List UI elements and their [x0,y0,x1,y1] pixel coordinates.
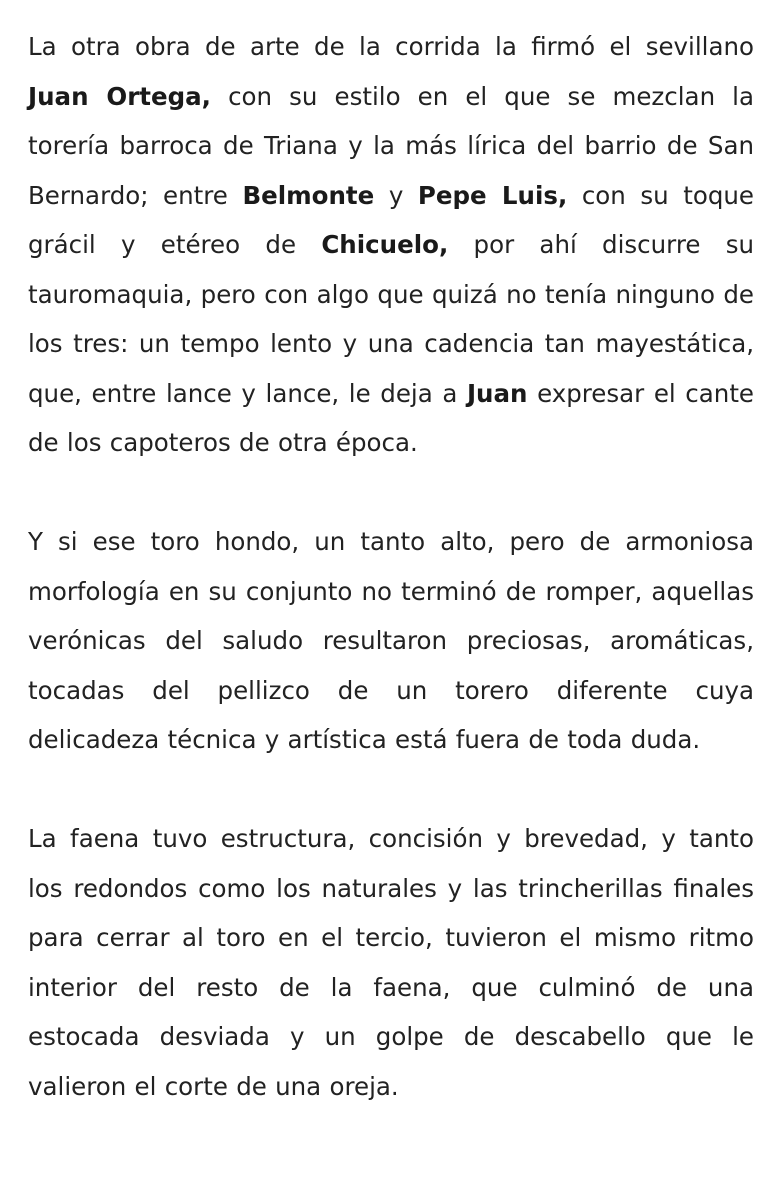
text-segment: expresar el cante de los capoteros de otra época. [28,378,754,457]
text-segment: con su toque grácil y etéreo de [28,180,754,259]
paragraph-2 [28,517,754,765]
article-body [28,22,754,1161]
text-segment: por ahí discurre su tauromaquia, pero con algo que quizá no tenía ninguno de los tres: un tempo lento y una cadencia tan mayestática, que, entre lance y lance, le deja a [28,230,754,408]
text-segment: La otra obra de arte de la corrida la firmó el sevillano [28,32,754,61]
text-segment: con su estilo en el que se mezclan la torería barroca de Triana y la más lírica del barrio de San Bernardo; entre [28,81,754,210]
paragraph-3 [28,814,754,1111]
name-juan: Juan [466,378,528,408]
name-chicuelo: Chicuelo, [321,230,449,259]
name-belmonte: Belmonte [242,180,375,210]
text-segment: Y si ese toro hondo, un tanto alto, pero de armoniosa morfología en su conjunto no terminó de romper, aquellas verónicas del saludo resultaron preciosas, aromáticas, tocadas del pellizco de un torero diferente cuya delicadeza técnica y artística está fuera de toda duda. [28,527,754,754]
text-segment: La faena tuvo estructura, concisión y brevedad, y tanto los redondos como los naturales y las trincherillas finales para cerrar al toro en el tercio, tuvieron el mismo ritmo interior del resto de la faena, que culminó de una estocada desviada y un golpe de descabello que le valieron el corte de una oreja. [28,824,754,1101]
name-juan-ortega: Juan Ortega, [28,81,211,111]
name-pepe-luis: Pepe Luis, [417,180,568,210]
text-segment: y [374,180,418,210]
paragraph-1 [28,22,754,468]
